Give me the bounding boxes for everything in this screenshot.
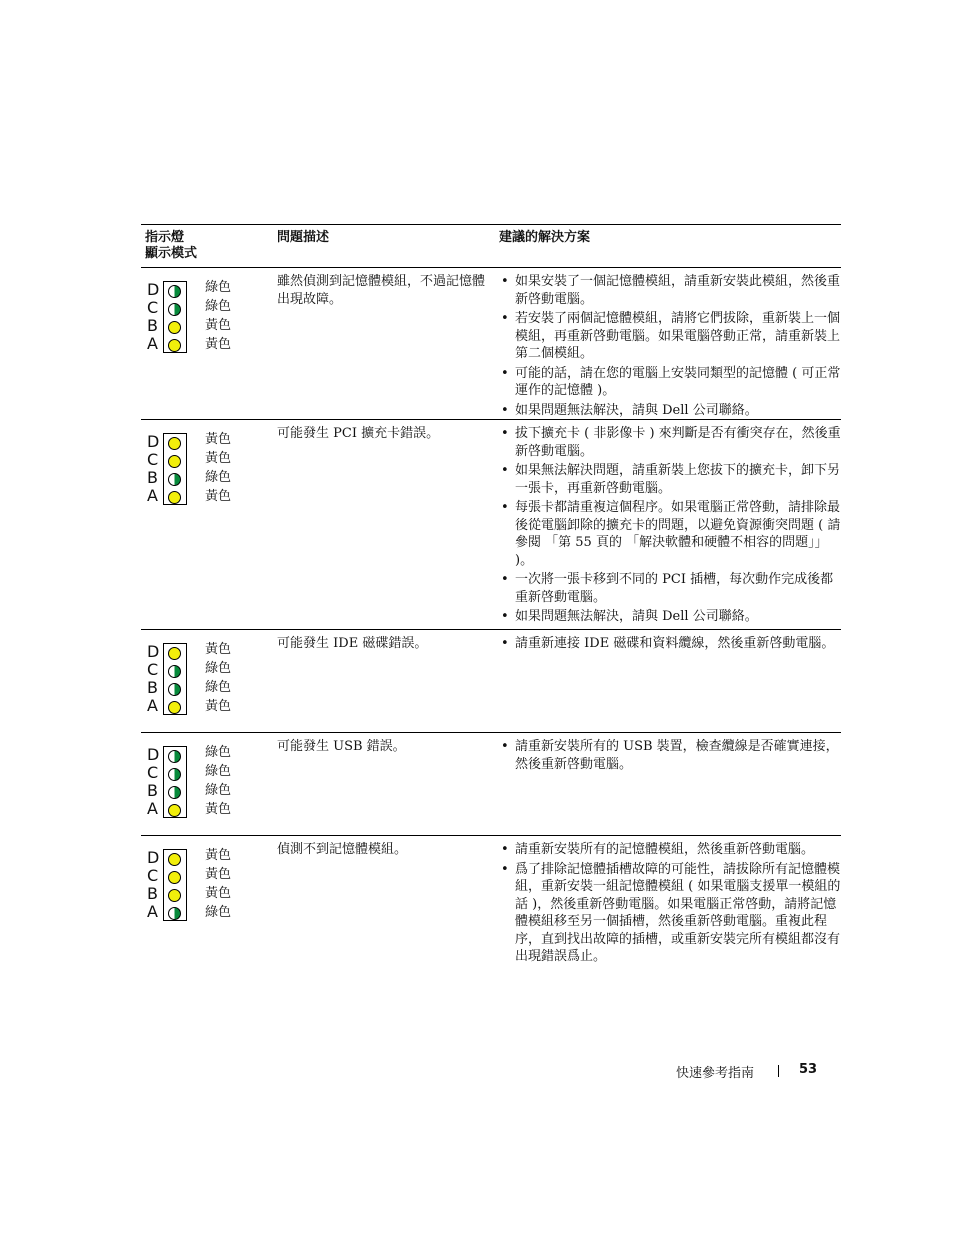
led-yellow-icon: [168, 647, 181, 660]
row-rule: [141, 732, 841, 733]
led-yellow-icon: [168, 437, 181, 450]
table-row: [141, 267, 841, 419]
table-row: [141, 629, 841, 732]
solution-item: • 如果無法解決問題，請重新裝上您拔下的擴充卡，卸下另一張卡，再重新啓動電腦。: [499, 462, 841, 497]
table-body: [141, 267, 841, 985]
indicator-letter: A: [147, 902, 158, 921]
led-color-labels: [205, 743, 231, 819]
problem-description: 雖然偵測到記憶體模組，不過記憶體出現故障。: [277, 274, 486, 307]
indicator-letter: A: [147, 486, 158, 505]
indicator-letter: B: [147, 468, 158, 487]
led-color-label: 黃色: [205, 699, 232, 714]
indicator-letter: A: [147, 799, 158, 818]
led-color-label: 黃色: [205, 802, 232, 817]
table-row: [141, 732, 841, 835]
solution-list: [499, 738, 841, 775]
problem-description: 偵測不到記憶體模組。: [277, 842, 408, 857]
solution-item: • 請重新連接 IDE 磁碟和資料纜線，然後重新啓動電腦。: [499, 635, 841, 653]
led-color-label: 黃色: [205, 886, 232, 901]
led-color-label: 綠色: [205, 661, 232, 676]
indicator-letter: D: [147, 280, 160, 299]
solution-list: [499, 635, 841, 655]
diagnostic-table: [141, 224, 841, 985]
led-green-icon: [168, 768, 181, 781]
led-color-label: 綠色: [205, 745, 232, 760]
led-yellow-icon: [168, 339, 181, 352]
solution-item: • 一次將一張卡移到不同的 PCI 插槽，每次動作完成後都重新啓動電腦。: [499, 571, 841, 606]
solution-item: • 如果問題無法解決，請與 Dell 公司聯絡。: [499, 608, 841, 626]
header-indicator-pattern: 指示燈 顯示模式: [145, 230, 198, 261]
indicator-light-diagram: [147, 849, 239, 929]
led-color-label: 綠色: [205, 680, 232, 695]
solution-item: • 拔下擴充卡 ( 非影像卡 ) 來判斷是否有衝突存在，然後重新啓動電腦。: [499, 425, 841, 460]
led-yellow-icon: [168, 853, 181, 866]
footer-separator: [778, 1065, 779, 1077]
led-yellow-icon: [168, 491, 181, 504]
led-yellow-icon: [168, 701, 181, 714]
led-green-icon: [168, 303, 181, 316]
solution-item: • 如果問題無法解決，請與 Dell 公司聯絡。: [499, 402, 841, 420]
led-panel: [163, 433, 187, 505]
led-color-labels: [205, 846, 231, 922]
row-rule: [141, 629, 841, 630]
indicator-letter: B: [147, 316, 158, 335]
row-rule: [141, 419, 841, 420]
solution-item: • 若安裝了兩個記憶體模組，請將它們拔除，重新裝上一個模組，再重新啓動電腦。如果電腦啓動正常，請重新裝上第二個模組。: [499, 310, 841, 363]
solution-item: • 每張卡都請重複這個程序。如果電腦正常啓動，請排除最後從電腦卸除的擴充卡的問題，以避免資源衝突問題 ( 請參閱 「第 55 頁的 「解決軟體和硬體不相容的問題」」 )。: [499, 499, 841, 569]
led-green-icon: [168, 750, 181, 763]
led-color-label: 綠色: [205, 783, 232, 798]
led-color-label: 黃色: [205, 451, 232, 466]
led-green-icon: [168, 285, 181, 298]
led-color-label: 黃色: [205, 432, 232, 447]
indicator-letter: D: [147, 642, 160, 661]
footer-title: 快速參考指南: [676, 1066, 755, 1081]
led-color-labels: [205, 278, 231, 354]
led-color-label: 綠色: [205, 470, 232, 485]
problem-description: 可能發生 IDE 磁碟錯誤。: [277, 636, 428, 651]
indicator-letter: C: [147, 298, 159, 317]
indicator-letter: A: [147, 696, 158, 715]
indicator-letter: B: [147, 678, 158, 697]
led-color-label: 綠色: [205, 299, 232, 314]
solution-item: • 請重新安裝所有的 USB 裝置，檢查纜線是否確實連接，然後重新啓動電腦。: [499, 738, 841, 773]
solution-item: • 請重新安裝所有的記憶體模組，然後重新啓動電腦。: [499, 841, 841, 859]
led-panel: [163, 849, 187, 921]
indicator-letter: C: [147, 450, 159, 469]
problem-description: 可能發生 PCI 擴充卡錯誤。: [277, 426, 440, 441]
led-yellow-icon: [168, 804, 181, 817]
led-color-label: 黃色: [205, 337, 232, 352]
header-problem-description: 問題描述: [277, 230, 330, 245]
led-yellow-icon: [168, 321, 181, 334]
table-row: [141, 835, 841, 985]
led-green-icon: [168, 786, 181, 799]
indicator-letter: C: [147, 763, 159, 782]
page-number: 53: [799, 1062, 818, 1077]
led-color-label: 黃色: [205, 867, 232, 882]
indicator-letter: D: [147, 745, 160, 764]
row-rule: [141, 267, 841, 268]
led-green-icon: [168, 473, 181, 486]
solution-list: [499, 425, 841, 628]
led-color-label: 綠色: [205, 280, 232, 295]
indicator-light-diagram: [147, 643, 239, 723]
solution-item: • 如果安裝了一個記憶體模組，請重新安裝此模組，然後重新啓動電腦。: [499, 273, 841, 308]
indicator-light-diagram: [147, 746, 239, 826]
indicator-letter: D: [147, 848, 160, 867]
led-yellow-icon: [168, 871, 181, 884]
led-color-label: 黃色: [205, 848, 232, 863]
table-row: [141, 419, 841, 629]
led-green-icon: [168, 907, 181, 920]
solution-item: • 可能的話，請在您的電腦上安裝同類型的記憶體 ( 可正常運作的記憶體 )。: [499, 365, 841, 400]
led-yellow-icon: [168, 455, 181, 468]
table-header: [141, 225, 841, 267]
led-color-label: 綠色: [205, 905, 232, 920]
indicator-letter: A: [147, 334, 158, 353]
indicator-light-diagram: [147, 433, 239, 513]
indicator-letter: B: [147, 884, 158, 903]
indicator-light-diagram: [147, 281, 239, 361]
indicator-letter: B: [147, 781, 158, 800]
solution-list: [499, 273, 841, 421]
led-color-labels: [205, 640, 231, 716]
led-green-icon: [168, 665, 181, 678]
led-panel: [163, 281, 187, 353]
indicator-letter: D: [147, 432, 160, 451]
indicator-letter: C: [147, 866, 159, 885]
solution-list: [499, 841, 841, 968]
led-color-labels: [205, 430, 231, 506]
led-green-icon: [168, 683, 181, 696]
led-panel: [163, 643, 187, 715]
led-color-label: 黃色: [205, 489, 232, 504]
led-color-label: 黃色: [205, 318, 232, 333]
header-suggested-solution: 建議的解決方案: [499, 230, 591, 245]
solution-item: • 爲了排除記憶體插槽故障的可能性，請拔除所有記憶體模組，重新安裝一組記憶體模組 ( 如果電腦支援單一模組的話 )，然後重新啓動電腦。如果電腦正常啓動，請將記憶體模組移至另一個插槽，然後重新啓動電腦。重複此程序，直到找出故障的插槽，或重新安裝完所有模組都沒有出現錯誤爲止。: [499, 861, 841, 966]
led-color-label: 綠色: [205, 764, 232, 779]
row-rule: [141, 835, 841, 836]
problem-description: 可能發生 USB 錯誤。: [277, 739, 406, 754]
led-color-label: 黃色: [205, 642, 232, 657]
led-panel: [163, 746, 187, 818]
led-yellow-icon: [168, 889, 181, 902]
indicator-letter: C: [147, 660, 159, 679]
